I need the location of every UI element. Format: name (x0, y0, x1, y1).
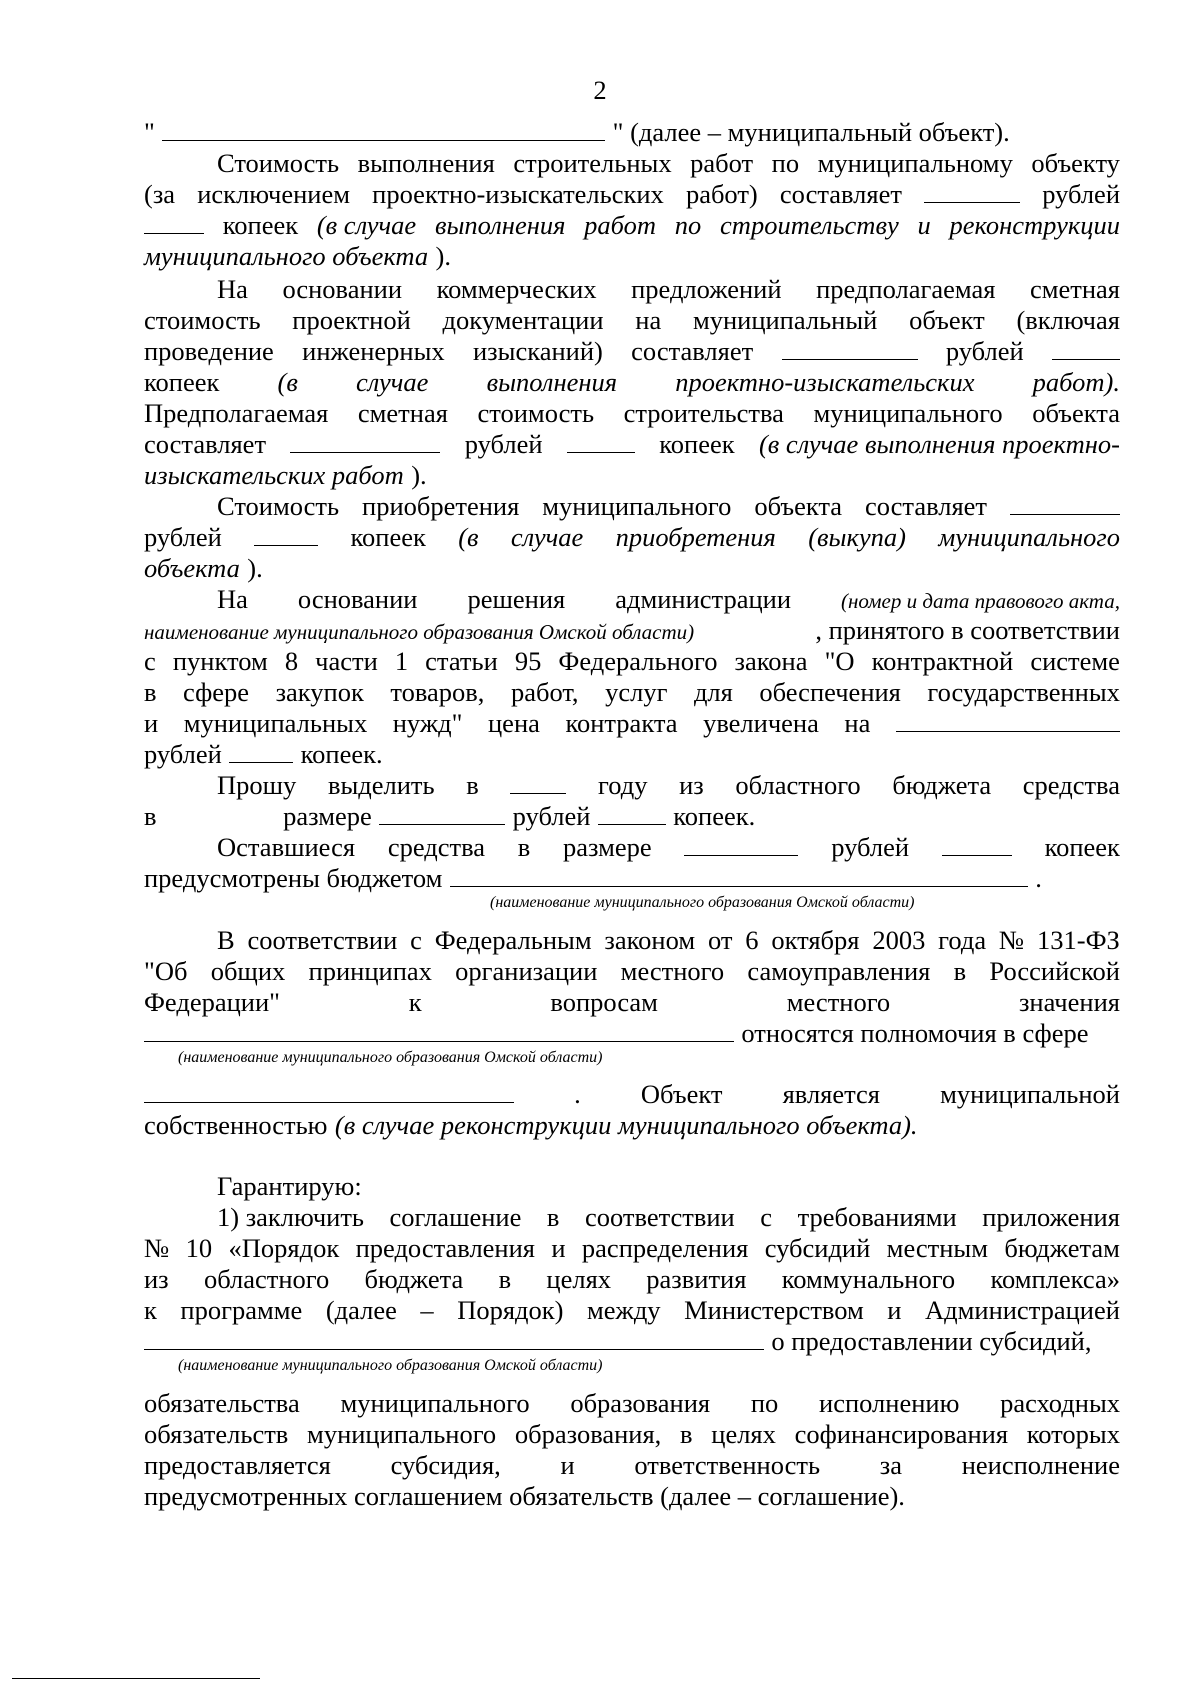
text-segment: Администрацией (925, 1295, 1120, 1325)
text-segment: сметная (1029, 274, 1120, 304)
text-segment: предоставления (355, 1233, 535, 1263)
text-segment: в (144, 677, 157, 707)
text-segment: ). (435, 241, 451, 271)
text-segment: (за (144, 179, 176, 209)
text-line (144, 366, 1120, 398)
text-segment: . (574, 1079, 581, 1109)
blank-field (254, 523, 318, 546)
italic-note: выполнения (486, 367, 618, 397)
text-segment: рублей (831, 832, 910, 862)
text-segment: общих (210, 956, 286, 986)
text-segment: требованиями (797, 1202, 957, 1232)
blank-field (379, 802, 505, 825)
text-line (144, 304, 1120, 336)
text-segment: значения (1018, 987, 1120, 1017)
text-line (144, 1480, 1120, 1512)
text-segment: документации (442, 305, 604, 335)
text-segment: вопросам (550, 987, 658, 1017)
blank-field (1052, 337, 1120, 360)
text-segment: Федерального (558, 646, 718, 676)
italic-note: (в случае выполнения проектно- (758, 429, 1120, 459)
text-segment: , принятого в соответствии (815, 615, 1120, 645)
blank-field (144, 1080, 514, 1103)
text-segment: за (879, 1450, 902, 1480)
text-segment: бюджета (364, 1264, 464, 1294)
text-segment: в (953, 956, 967, 986)
text-segment: бюджета (892, 770, 992, 800)
text-segment: о предоставлении субсидий, (771, 1326, 1092, 1356)
text-segment: выделить (327, 770, 435, 800)
text-segment: товаров, (390, 677, 485, 707)
text-segment: относятся полномочия в сфере (741, 1018, 1089, 1048)
text-segment: копеек. (300, 739, 383, 769)
text-segment: коммунального (781, 1264, 956, 1294)
text-segment: пунктом (172, 646, 268, 676)
text-segment: проведение (144, 336, 274, 366)
text-segment: исключением (197, 179, 351, 209)
text-segment: Стоимость (217, 148, 340, 178)
text-segment: системе (1030, 646, 1120, 676)
text-segment: обязательства (144, 1388, 300, 1418)
text-segment: собственностью (144, 1110, 328, 1140)
field-caption: (наименование муниципального образования Омской области) (490, 894, 915, 911)
blank-field (510, 771, 566, 794)
text-segment: и (887, 1295, 902, 1325)
text-line (144, 1294, 1120, 1326)
italic-note: случае (510, 522, 584, 552)
text-segment: строительных (513, 148, 672, 178)
text-segment: муниципальный (692, 305, 878, 335)
text-line (144, 614, 1120, 648)
text-segment: стоимость (144, 305, 261, 335)
text-segment: 95 (514, 646, 542, 676)
text-line (144, 116, 1120, 148)
blank-field (229, 740, 293, 763)
text-segment: контракта (565, 708, 678, 738)
text-line (144, 676, 1120, 708)
text-segment: с (410, 925, 422, 955)
text-segment: является (782, 1079, 880, 1109)
text-segment: Федерации" (144, 987, 280, 1017)
text-segment: в (498, 1264, 512, 1294)
text-segment: по (750, 1388, 779, 1418)
text-line (217, 1170, 1120, 1202)
italic-note: (в случае реконструкции муниципального объекта). (334, 1110, 918, 1140)
text-segment: рублей (1042, 179, 1120, 209)
text-segment: работ (690, 148, 754, 178)
text-line (144, 209, 1120, 241)
text-segment: целях (546, 1264, 612, 1294)
text-segment: в (680, 1419, 693, 1449)
blank-field (598, 802, 666, 825)
text-segment: предусмотрены бюджетом (144, 863, 443, 893)
text-segment: для (693, 677, 733, 707)
text-line (217, 924, 1120, 956)
text-line (144, 335, 1120, 367)
text-segment: в (546, 1202, 560, 1232)
text-line (144, 1232, 1120, 1264)
text-segment: к (144, 1295, 157, 1325)
text-segment: областного (735, 770, 861, 800)
blank-field (144, 211, 204, 234)
text-segment: № (998, 925, 1025, 955)
italic-note: объекта (144, 553, 240, 583)
text-line (217, 147, 1120, 179)
text-segment: основании (282, 274, 403, 304)
text-segment: муниципального (307, 1419, 497, 1449)
text-segment: объекту (1031, 148, 1120, 178)
text-segment: в (517, 832, 531, 862)
text-segment: образования, (514, 1419, 662, 1449)
text-segment: "О (824, 646, 855, 676)
field-caption: (наименование муниципального образования Омской области) (178, 1049, 603, 1066)
italic-note: муниципального (938, 522, 1120, 552)
text-segment: статьи (425, 646, 498, 676)
text-line (144, 1449, 1120, 1481)
italic-note: (в случае (316, 210, 417, 240)
blank-field (896, 709, 1120, 732)
text-segment: . (1035, 863, 1042, 893)
text-segment: на (635, 305, 662, 335)
text-segment: приложения (982, 1202, 1120, 1232)
text-segment: инженерных (302, 336, 445, 366)
text-segment: (включая (1016, 305, 1120, 335)
text-segment: к (408, 987, 422, 1017)
text-segment: объекта (1032, 398, 1120, 428)
text-segment: размере (163, 801, 372, 831)
text-segment: предусмотренных соглашением обязательств (далее – соглашение). (144, 1481, 905, 1511)
text-segment: принципах (308, 956, 432, 986)
text-segment: предложений (631, 274, 782, 304)
text-segment: основании (297, 584, 418, 614)
text-segment: " (144, 117, 155, 147)
text-line (144, 707, 1120, 739)
text-segment: закона (734, 646, 808, 676)
text-segment: (далее (325, 1295, 397, 1325)
text-segment: Порядок) (457, 1295, 564, 1325)
text-segment: и (551, 1233, 566, 1263)
text-line (217, 490, 1120, 522)
blank-field (942, 833, 1012, 856)
text-segment: На (217, 274, 248, 304)
text-segment: сметная (357, 398, 448, 428)
text-segment: рублей (144, 739, 222, 769)
text-segment: муниципального (542, 491, 732, 521)
text-line (217, 583, 1120, 617)
text-segment: субсидий (764, 1233, 871, 1263)
text-segment: исполнению (819, 1388, 960, 1418)
blank-field (144, 1019, 734, 1042)
italic-note: по (674, 210, 702, 240)
text-segment: субсидия, (390, 1450, 501, 1480)
text-segment: копеек (144, 367, 220, 397)
text-segment: В (217, 925, 235, 955)
italic-note: (в (277, 367, 298, 397)
text-segment: составляет (779, 179, 902, 209)
text-line (144, 459, 1120, 491)
text-line (144, 955, 1120, 987)
text-segment: бюджетам (1004, 1233, 1120, 1263)
italic-note: проектно-изыскательских (675, 367, 975, 397)
text-line (144, 1325, 1120, 1357)
blank-field (290, 430, 440, 453)
text-segment: «Порядок (228, 1233, 340, 1263)
text-segment: 8 (284, 646, 299, 676)
text-segment: софинансирования (794, 1419, 1009, 1449)
text-line (144, 1387, 1120, 1419)
text-segment: обязательств (144, 1419, 289, 1449)
text-segment: работ) (685, 179, 758, 209)
text-segment: рублей (512, 801, 591, 831)
text-segment: 1 (394, 646, 409, 676)
text-segment: приобретения (362, 491, 520, 521)
text-line (144, 1109, 1120, 1141)
text-segment: неисполнение (961, 1450, 1120, 1480)
text-segment: ответственность (634, 1450, 821, 1480)
text-segment: муниципального (340, 1388, 530, 1418)
text-segment: копеек. (673, 801, 756, 831)
text-segment: муниципальных (183, 708, 368, 738)
text-segment: изысканий) (473, 336, 603, 366)
text-segment: Предполагаемая (144, 398, 329, 428)
text-segment: расходных (1000, 1388, 1120, 1418)
text-segment: Министерством (684, 1295, 864, 1325)
text-line (144, 552, 1120, 584)
italic-note: реконструкции (949, 210, 1120, 240)
text-segment: стоимость (477, 398, 595, 428)
text-segment: распределения (581, 1233, 749, 1263)
text-line (144, 800, 1120, 832)
text-segment: услуг (605, 677, 668, 707)
text-line (217, 769, 1120, 801)
italic-note: (в (458, 522, 479, 552)
text-segment: рублей (464, 429, 543, 459)
italic-note: выполнения (434, 210, 566, 240)
text-segment: целях (711, 1419, 776, 1449)
text-segment: № (144, 1233, 170, 1263)
text-segment: муниципального (813, 398, 1003, 428)
text-segment: составляет (144, 429, 267, 459)
text-segment: составляет (864, 491, 988, 521)
text-line (217, 273, 1120, 305)
italic-note: работ). (1032, 367, 1120, 397)
text-segment: цена (488, 708, 540, 738)
text-segment: и (560, 1450, 575, 1480)
text-segment: копеек (1044, 832, 1120, 862)
text-segment: предполагаемая (816, 274, 996, 304)
text-segment: 2003 (872, 925, 926, 955)
text-segment: 131-ФЗ (1037, 925, 1120, 955)
text-line (144, 862, 1120, 894)
italic-note: наименование муниципального образования Омской области) (144, 620, 695, 644)
italic-note: приобретения (615, 522, 776, 552)
blank-field (684, 833, 798, 856)
text-segment: строительства (623, 398, 784, 428)
text-segment: предоставляется (144, 1450, 331, 1480)
blank-field (162, 118, 605, 141)
text-segment: от (707, 925, 733, 955)
text-segment: Стоимость (217, 491, 340, 521)
blank-field (1010, 492, 1120, 515)
text-segment: размере (563, 832, 652, 862)
italic-note: (номер и дата правового акта, (841, 589, 1120, 613)
text-segment: муниципальному (817, 148, 1013, 178)
italic-note: строительству (720, 210, 899, 240)
text-segment: " (далее – муниципальный объект). (612, 117, 1010, 147)
text-segment: "Об (144, 956, 188, 986)
text-segment: работ, (510, 677, 579, 707)
text-segment: самоуправления (747, 956, 931, 986)
text-segment: законом (604, 925, 696, 955)
text-segment: обеспечения (759, 677, 901, 707)
italic-note: случае (356, 367, 429, 397)
text-segment: коммерческих (436, 274, 597, 304)
text-segment: выполнения (357, 148, 495, 178)
text-line (144, 1078, 1120, 1110)
text-line (144, 986, 1120, 1018)
text-segment: средства (387, 832, 485, 862)
text-line (144, 645, 1120, 677)
text-segment: – (420, 1295, 434, 1325)
text-segment: местным (886, 1233, 988, 1263)
text-segment: контрактной (871, 646, 1014, 676)
italic-note: работ (584, 210, 657, 240)
text-segment: На (217, 584, 248, 614)
text-segment: с (144, 646, 156, 676)
text-segment: решения (467, 584, 566, 614)
text-segment: на (844, 708, 871, 738)
text-segment: нужд" (392, 708, 463, 738)
blank-field (782, 337, 918, 360)
text-segment: закупок (275, 677, 364, 707)
text-segment: организации (455, 956, 598, 986)
italic-note: изыскательских работ (144, 460, 404, 490)
text-segment: муниципальной (940, 1079, 1120, 1109)
italic-note: и (917, 210, 931, 240)
text-segment: средства (1022, 770, 1120, 800)
text-segment: году (598, 770, 648, 800)
text-segment: которых (1026, 1419, 1120, 1449)
text-segment: развития (646, 1264, 747, 1294)
text-segment: в (144, 801, 157, 831)
text-segment: рублей (144, 522, 222, 552)
text-segment: с (760, 1202, 773, 1232)
text-segment: соглашение (389, 1202, 522, 1232)
text-line (217, 831, 1120, 863)
text-segment: Российской (989, 956, 1120, 986)
blank-field (567, 430, 635, 453)
text-line (144, 1418, 1120, 1450)
text-segment: объекта (754, 491, 843, 521)
text-segment: Федеральным (434, 925, 592, 955)
field-caption: (наименование муниципального образования Омской области) (178, 1357, 603, 1374)
text-segment: части (315, 646, 378, 676)
text-segment: Оставшиеся (217, 832, 356, 862)
text-segment: соответствии (584, 1202, 735, 1232)
text-segment: Прошу (217, 770, 297, 800)
text-segment: проектной (292, 305, 411, 335)
text-segment: программе (180, 1295, 303, 1325)
text-segment: комплекса» (990, 1264, 1120, 1294)
blank-field (144, 1327, 764, 1350)
blank-field (924, 180, 1020, 203)
text-segment: Гарантирую: (217, 1171, 362, 1201)
text-segment: из (144, 1264, 169, 1294)
text-segment: из (679, 770, 704, 800)
text-line (144, 521, 1120, 553)
text-line (144, 1263, 1120, 1295)
text-segment: копеек (659, 429, 735, 459)
text-segment: ). (247, 553, 263, 583)
text-segment: 10 (185, 1233, 213, 1263)
text-segment: местного (786, 987, 891, 1017)
text-segment: местного (620, 956, 725, 986)
text-segment: и (144, 708, 159, 738)
text-line (144, 738, 1120, 770)
text-segment: копеек (350, 522, 426, 552)
text-segment: соответствии (247, 925, 398, 955)
text-line (144, 240, 1120, 272)
text-segment: 1) заключить (217, 1202, 364, 1232)
text-segment: рублей (945, 336, 1024, 366)
text-segment: октября (771, 925, 860, 955)
text-segment: объект (909, 305, 985, 335)
text-segment: 6 (745, 925, 759, 955)
text-segment: в (466, 770, 479, 800)
italic-note: (выкупа) (808, 522, 906, 552)
text-segment: составляет (631, 336, 754, 366)
text-line (217, 1201, 1120, 1233)
text-line (144, 178, 1120, 210)
italic-note: муниципального объекта (144, 241, 429, 271)
text-segment: администрации (615, 584, 792, 614)
text-line (144, 428, 1120, 460)
text-segment: по (771, 148, 800, 178)
text-segment: образования (570, 1388, 711, 1418)
text-segment: года (938, 925, 987, 955)
text-line (144, 1017, 1120, 1049)
text-segment: областного (203, 1264, 330, 1294)
text-segment: ). (411, 460, 427, 490)
footer-rule (12, 1678, 260, 1679)
text-segment: между (586, 1295, 661, 1325)
text-segment: государственных (927, 677, 1120, 707)
text-segment: увеличена (703, 708, 819, 738)
text-segment: сфере (183, 677, 250, 707)
text-segment: проектно-изыскательских (372, 179, 664, 209)
page-number: 2 (593, 75, 607, 105)
text-segment: копеек (222, 210, 299, 240)
text-line (144, 397, 1120, 429)
blank-field (450, 864, 1028, 887)
text-segment: Объект (640, 1079, 723, 1109)
